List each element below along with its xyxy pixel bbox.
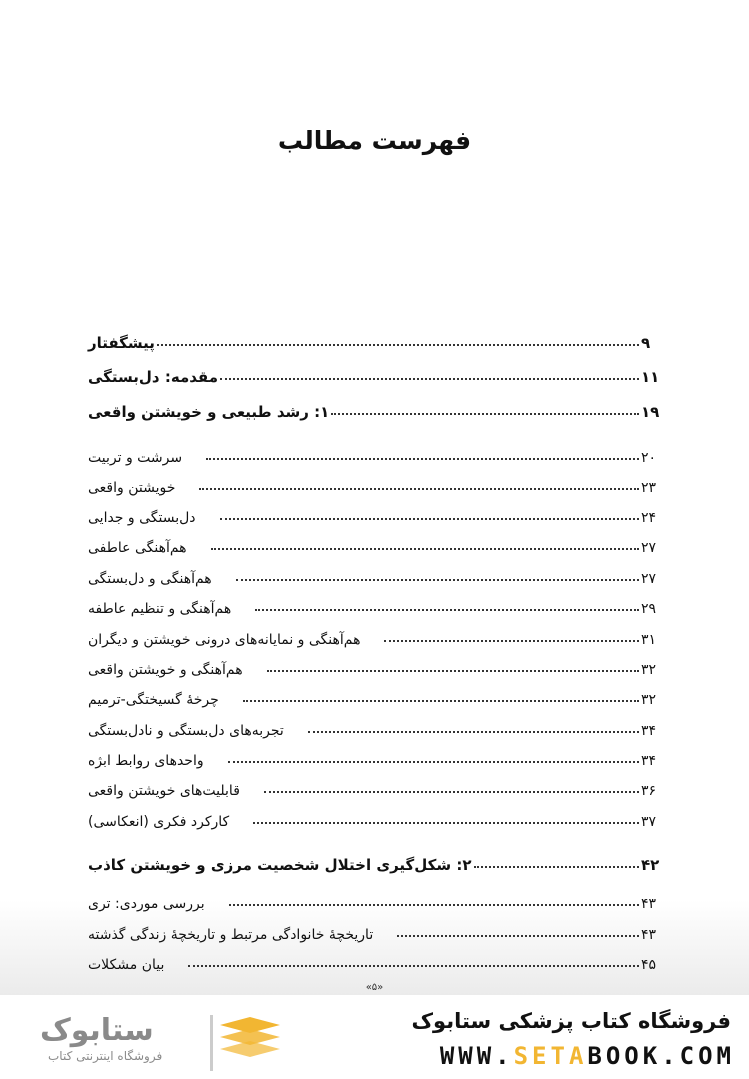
- dot-leader: [243, 700, 639, 702]
- toc-entry[interactable]: [88, 682, 663, 708]
- page-title: فهرست مطالب: [277, 126, 472, 155]
- toc-entry-page: ۲۷: [641, 571, 657, 587]
- toc-entry-title: بررسی موردی: تری: [88, 896, 205, 912]
- toc-entry-title: ۲: شکل‌گیری اختلال شخصیت مرزی و خویشتن کاذب: [88, 856, 472, 874]
- toc-entry[interactable]: [88, 848, 663, 874]
- toc-entry[interactable]: [88, 395, 663, 421]
- toc-entry-page: ۴۳: [641, 927, 657, 943]
- toc-entry-page: ۴۵: [641, 957, 657, 973]
- toc-entry-title: پیشگفتار: [88, 334, 155, 352]
- dot-leader: [264, 791, 639, 793]
- dot-leader: [255, 609, 639, 611]
- toc-entry-page: ۴۲: [641, 856, 660, 874]
- dot-leader: [157, 344, 639, 346]
- toc-entry[interactable]: [88, 713, 663, 739]
- toc-entry-page: ۴۳: [641, 896, 657, 912]
- toc-entry-page: ۳۱: [641, 632, 657, 648]
- dot-leader: [199, 488, 639, 490]
- toc-entry[interactable]: [88, 326, 663, 352]
- toc-entry-title: سرشت و تربیت: [88, 450, 183, 466]
- website-prefix: WWW.: [439, 1042, 514, 1070]
- logo-wordmark: ستابوک: [40, 1013, 154, 1048]
- logo-tagline: فروشگاه اینترنتی کتاب: [48, 1049, 163, 1063]
- toc-entry[interactable]: [88, 500, 663, 526]
- toc-entry-page: ۱۱: [641, 368, 660, 386]
- toc-entry-page: ۱۹: [641, 403, 660, 421]
- store-name: فروشگاه کتاب پزشکی ستابوک: [411, 1009, 731, 1033]
- dot-leader: [220, 518, 639, 520]
- dot-leader: [308, 731, 639, 733]
- toc-entry-title: هم‌آهنگی و نمایانه‌های درونی خویشتن و دیگران: [88, 632, 361, 648]
- toc-entry[interactable]: [88, 773, 663, 799]
- toc-entry-title: دل‌بستگی و جدایی: [88, 510, 196, 526]
- dot-leader: [397, 935, 639, 937]
- toc-entry-title: ۱: رشد طبیعی و خویشتن واقعی: [88, 403, 330, 421]
- book-stack-icon: [210, 1015, 286, 1071]
- toc-entry-title: چرخهٔ گسیختگی-ترمیم: [88, 692, 219, 708]
- toc-entry[interactable]: [88, 652, 663, 678]
- toc-entry-page: ۳۷: [641, 814, 657, 830]
- toc-entry-page: ۲۳: [641, 480, 657, 496]
- toc-entry-page: ۳۲: [641, 662, 657, 678]
- toc-entry-page: ۳۶: [641, 783, 657, 799]
- dot-leader: [206, 458, 639, 460]
- toc-entry-title: خویشتن واقعی: [88, 480, 176, 496]
- dot-leader: [229, 904, 639, 906]
- website-url[interactable]: [440, 1042, 735, 1070]
- toc-entry-page: ۳۴: [641, 723, 657, 739]
- toc-entry-title: قابلیت‌های خویشتن واقعی: [88, 783, 240, 799]
- dot-leader: [267, 670, 639, 672]
- page-number: «۵»: [365, 982, 384, 993]
- toc-entry-title: تاریخچهٔ خانوادگی مرتبط و تاریخچهٔ زندگی گذشته: [88, 927, 374, 943]
- toc-entry[interactable]: [88, 622, 663, 648]
- toc-entry-title: هم‌آهنگی و دل‌بستگی: [88, 571, 212, 587]
- toc-entry-title: هم‌آهنگی و تنظیم عاطفه: [88, 601, 232, 617]
- toc-entry[interactable]: [88, 804, 663, 830]
- dot-leader: [188, 965, 639, 967]
- toc-entry-page: ۲۹: [641, 601, 657, 617]
- dot-leader: [253, 822, 639, 824]
- toc-entry[interactable]: [88, 743, 663, 769]
- toc-entry-title: هم‌آهنگی و خویشتن واقعی: [88, 662, 243, 678]
- toc-entry-title: واحدهای روابط ابژه: [88, 753, 204, 769]
- website-highlight: SETA: [513, 1042, 588, 1070]
- toc-entry-title: هم‌آهنگی عاطفی: [88, 540, 187, 556]
- dot-leader: [228, 761, 639, 763]
- toc-entry-page: ۹: [641, 334, 651, 352]
- dot-leader: [331, 413, 639, 415]
- toc-entry[interactable]: [88, 470, 663, 496]
- toc-entry-title: مقدمه: دل‌بستگی: [88, 368, 218, 386]
- toc-entry[interactable]: [88, 591, 663, 617]
- toc-entry[interactable]: [88, 917, 663, 943]
- toc-entry[interactable]: [88, 886, 663, 912]
- toc-entry[interactable]: [88, 530, 663, 556]
- toc-entry-page: ۲۰: [641, 450, 657, 466]
- toc-entry-page: ۳۲: [641, 692, 657, 708]
- website-suffix: BOOK.COM: [587, 1042, 735, 1070]
- toc-entry-title: تجربه‌های دل‌بستگی و نادل‌بستگی: [88, 723, 284, 739]
- dot-leader: [384, 640, 639, 642]
- dot-leader: [211, 548, 639, 550]
- toc-entry-page: ۳۴: [641, 753, 657, 769]
- toc-entry[interactable]: [88, 947, 663, 973]
- store-banner: [0, 995, 749, 1079]
- toc-entry-page: ۲۷: [641, 540, 657, 556]
- toc-entry[interactable]: [88, 440, 663, 466]
- store-logo[interactable]: [30, 1009, 300, 1071]
- toc-entry-title: کارکرد فکری (انعکاسی): [88, 814, 230, 830]
- toc-entry[interactable]: [88, 561, 663, 587]
- toc-entry-page: ۲۴: [641, 510, 657, 526]
- dot-leader: [474, 866, 639, 868]
- toc-entry[interactable]: [88, 360, 663, 386]
- toc-entry-title: بیان مشکلات: [88, 957, 165, 973]
- dot-leader: [220, 378, 639, 380]
- dot-leader: [236, 579, 639, 581]
